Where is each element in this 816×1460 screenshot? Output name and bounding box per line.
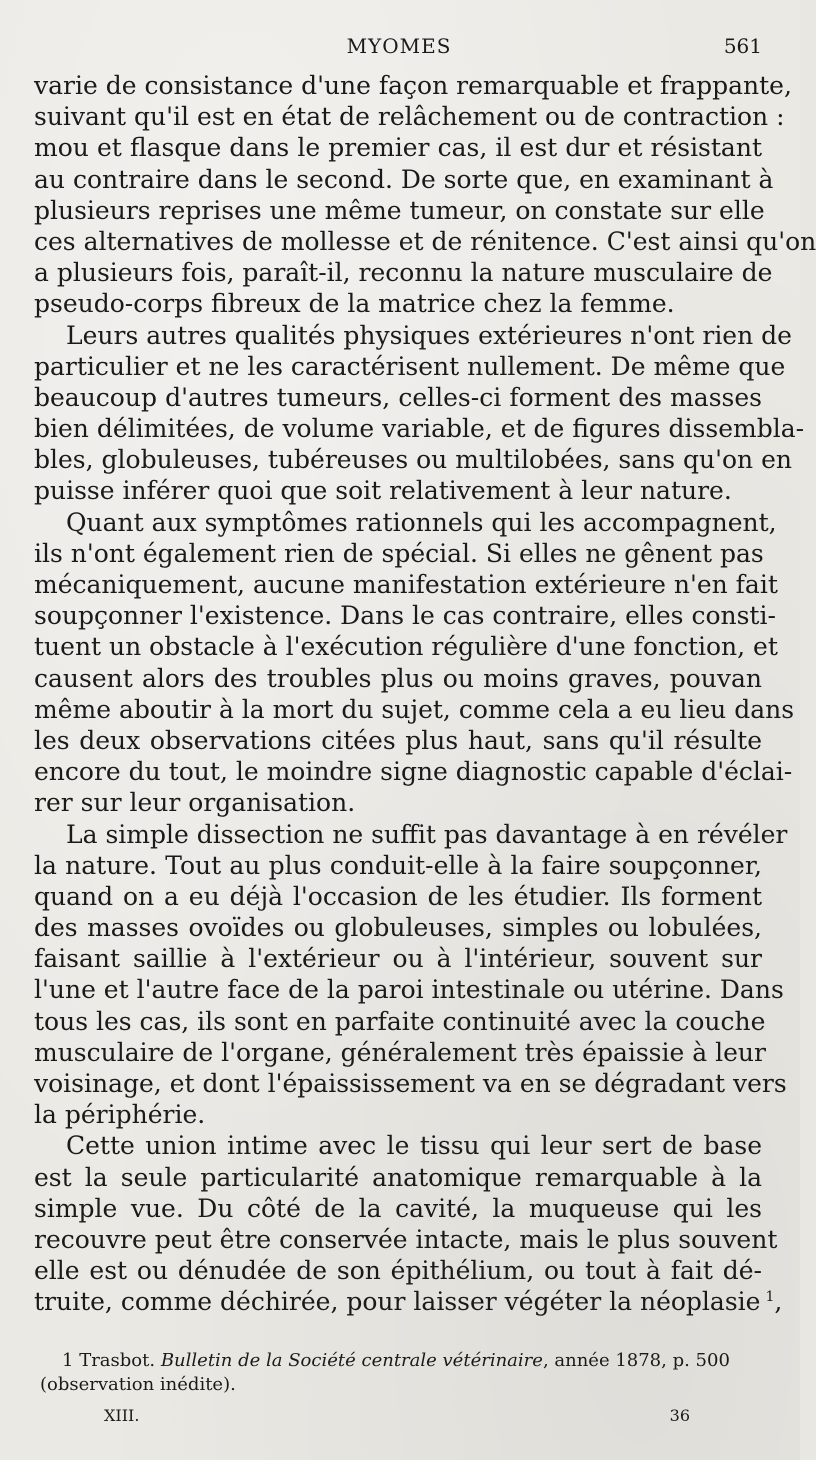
footnote-marker: 1	[62, 1350, 74, 1371]
footnote-publication: Bulletin de la Société centrale vétérinaire	[160, 1350, 543, 1371]
footnote-author: Trasbot.	[79, 1350, 156, 1371]
text-line: voisinage, et dont l'épaississement va en se dégradant vers	[34, 1069, 787, 1098]
page-number: 561	[723, 34, 762, 58]
text-line: soupçonner l'existence. Dans le cas contraire, elles consti-	[34, 601, 776, 631]
text-line: ils n'ont également rien de spécial. Si elles ne gênent pas	[34, 538, 764, 568]
text-line: la périphérie.	[34, 1100, 206, 1130]
text-line-content: truite, comme déchirée, pour laisser végéter la néoplasie	[34, 1287, 761, 1317]
running-head	[36, 34, 762, 58]
text-line: plusieurs reprises une même tumeur, on constate sur elle	[34, 195, 765, 225]
text-line: recouvre peut être conservée intacte, mais le plus souvent	[34, 1224, 778, 1254]
text-line: la nature. Tout au plus conduit-elle à la faire soupçonner,	[34, 850, 762, 880]
footnote-reference: 1	[765, 1289, 775, 1306]
text-line: l'une et l'autre face de la paroi intestinale ou utérine. Dans	[34, 975, 784, 1005]
text-line: bien délimitées, de volume variable, et de figures dissembla-	[34, 414, 805, 444]
text-line: tous les cas, ils sont en parfaite continuité avec la couche	[34, 1006, 766, 1036]
trailing-punctuation: ,	[774, 1287, 783, 1317]
paragraph	[34, 507, 795, 819]
text-line: Quant aux symptômes rationnels qui les accompagnent,	[66, 507, 777, 537]
body-text	[34, 70, 816, 1318]
paragraph	[34, 70, 816, 320]
text-line: Cette union intime avec le tissu qui leur sert de base	[66, 1131, 762, 1161]
text-line: pseudo-corps fibreux de la matrice chez la femme.	[34, 289, 675, 319]
text-line: Leurs autres qualités physiques extérieures n'ont rien de	[66, 320, 792, 350]
paragraph	[34, 819, 788, 1131]
text-line: suivant qu'il est en état de relâchement ou de contraction :	[34, 102, 785, 132]
text-line: mécaniquement, aucune manifestation extérieure n'en fait	[34, 570, 778, 599]
text-line: beaucoup d'autres tumeurs, celles-ci forment des masses	[34, 382, 762, 412]
text-line: quand on a eu déjà l'occasion de les étudier. Ils forment	[34, 881, 762, 911]
text-line: a plusieurs fois, paraît-il, reconnu la nature musculaire de	[34, 258, 773, 288]
signature-mark: XIII.	[104, 1406, 140, 1425]
signature-number: 36	[669, 1406, 690, 1425]
text-line: est la seule particularité anatomique remarquable à la	[34, 1162, 762, 1192]
text-line: ces alternatives de mollesse et de rénitence. C'est ainsi qu'on	[34, 226, 816, 256]
text-line: mou et flasque dans le premier cas, il est dur et résistant	[34, 133, 762, 163]
text-line: La simple dissection ne suffit pas davantage à en révéler	[66, 819, 788, 849]
footnote-line	[40, 1349, 764, 1373]
text-line-with-note	[34, 1286, 783, 1317]
footnote-line: (observation inédite).	[40, 1374, 236, 1395]
text-line: particulier et ne les caractérisent nullement. De même que	[34, 351, 786, 381]
text-line: les deux observations citées plus haut, sans qu'il résulte	[34, 725, 762, 755]
text-line: puisse inférer quoi que soit relativement à leur nature.	[34, 476, 732, 506]
text-line: tuent un obstacle à l'exécution régulière d'une fonction, et	[34, 632, 778, 662]
text-line: simple vue. Du côté de la cavité, la muqueuse qui les	[34, 1193, 762, 1223]
text-line: des masses ovoïdes ou globuleuses, simples ou lobulées,	[34, 913, 762, 943]
footnote	[40, 1349, 764, 1397]
text-line: musculaire de l'organe, généralement très épaissie à leur	[34, 1037, 766, 1067]
text-line: rer sur leur organisation.	[34, 788, 356, 818]
text-line: varie de consistance d'une façon remarquable et frappante,	[34, 71, 792, 100]
text-line: faisant saillie à l'extérieur ou à l'intérieur, souvent sur	[34, 944, 762, 974]
paragraph	[34, 320, 805, 507]
running-title: MYOMES	[346, 34, 452, 58]
text-line: même aboutir à la mort du sujet, comme cela a eu lieu dans	[34, 694, 795, 724]
text-line: elle est ou dénudée de son épithélium, ou tout à fait dé-	[34, 1256, 762, 1286]
text-line: bles, globuleuses, tubéreuses ou multilobées, sans qu'on en	[34, 445, 792, 475]
footnote-details: , année 1878, p. 500	[542, 1350, 730, 1371]
paragraph	[34, 1130, 783, 1317]
text-line: causent alors des troubles plus ou moins graves, pouvan	[34, 663, 762, 693]
printer-signature	[104, 1406, 690, 1426]
text-line: au contraire dans le second. De sorte que, en examinant à	[34, 164, 774, 194]
text-line: encore du tout, le moindre signe diagnostic capable d'éclai-	[34, 757, 793, 787]
